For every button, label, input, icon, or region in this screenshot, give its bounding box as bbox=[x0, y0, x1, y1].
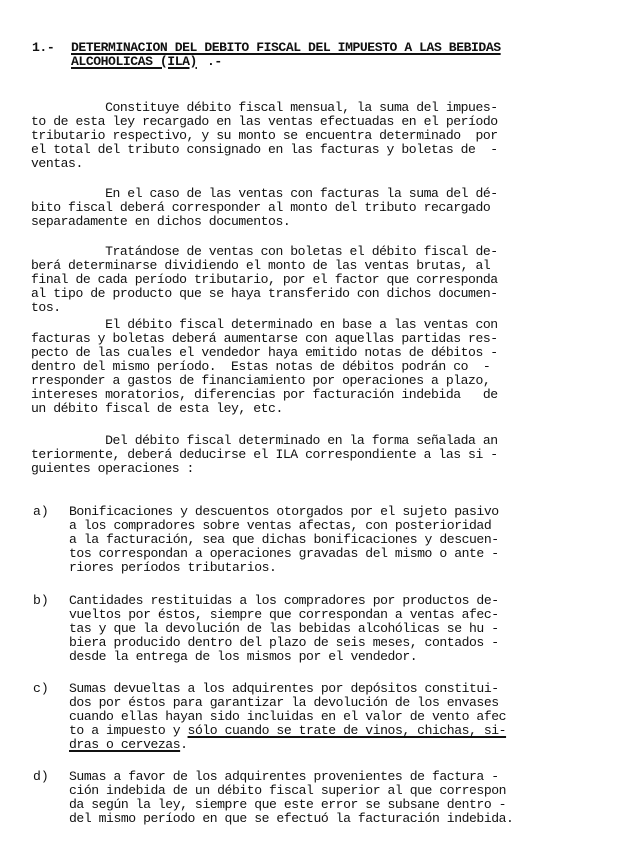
list-item-line: dos por éstos para garantizar la devolución de los envases bbox=[69, 695, 499, 710]
list-marker: d) bbox=[33, 769, 49, 784]
heading-number: 1.- bbox=[32, 40, 55, 55]
heading-line-2: ALCOHOLICAS (ILA) bbox=[71, 54, 197, 69]
list-item-line: biera producido dentro del plazo de seis meses, contados - bbox=[69, 635, 499, 650]
paragraph-line: el total del tributo consignado en las facturas y boletas de - bbox=[31, 142, 498, 157]
paragraph-line: Constituye débito fiscal mensual, la suma del impues- bbox=[31, 100, 498, 115]
paragraph-line: tos. bbox=[31, 300, 61, 315]
paragraph-line: berá determinarse dividiendo el monto de las ventas brutas, al bbox=[31, 258, 491, 273]
paragraph-line: guientes operaciones : bbox=[31, 461, 194, 476]
paragraph-line: separadamente en dichos documentos. bbox=[31, 214, 291, 229]
paragraph-line: Tratándose de ventas con boletas el débito fiscal de- bbox=[31, 244, 498, 259]
paragraph-line: to de esta ley recargado en las ventas efectuadas en el período bbox=[31, 114, 498, 129]
paragraph-line: pecto de las cuales el vendedor haya emitido notas de débitos - bbox=[31, 345, 498, 360]
paragraph-line: facturas y boletas deberá aumentarse con aquellas partidas res- bbox=[31, 331, 498, 346]
paragraph-line: ventas. bbox=[31, 156, 83, 171]
paragraph-line: El débito fiscal determinado en base a las ventas con bbox=[31, 317, 498, 332]
list-item-line: Bonificaciones y descuentos otorgados por el sujeto pasivo bbox=[69, 504, 499, 519]
paragraph-line: teriormente, deberá deducirse el ILA correspondiente a las si - bbox=[31, 447, 498, 462]
list-item-line: da según la ley, siempre que este error se subsane dentro - bbox=[69, 797, 507, 812]
list-item-line: a los compradores sobre ventas afectas, con posterioridad bbox=[69, 518, 492, 533]
list-item-line: tas y que la devolución de las bebidas alcohólicas se hu - bbox=[69, 621, 499, 636]
paragraph-line: En el caso de las ventas con facturas la suma del dé- bbox=[31, 186, 498, 201]
list-item-line: a la facturación, sea que dichas bonificaciones y descuen- bbox=[69, 532, 499, 547]
underlined-text: dras o cervezas bbox=[69, 737, 181, 752]
paragraph-line: intereses moratorios, diferencias por facturación indebida de bbox=[31, 387, 498, 402]
list-item-line: riores períodos tributarios. bbox=[69, 560, 277, 575]
list-item-line: ción indebida de un débito fiscal superior al que correspon bbox=[69, 783, 507, 798]
heading-line-1: DETERMINACION DEL DEBITO FISCAL DEL IMPUESTO A LAS BEBIDAS bbox=[71, 40, 501, 55]
list-item-line bbox=[69, 738, 188, 752]
list-item-line: vueltos por éstos, siempre que correspondan a ventas afec- bbox=[69, 607, 499, 622]
paragraph-line: Del débito fiscal determinado en la forma señalada an bbox=[31, 433, 498, 448]
underlined-text: sólo cuando se trate de vinos, chichas, si- bbox=[187, 723, 507, 738]
paragraph-line: final de cada período tributario, por el factor que corresponda bbox=[31, 272, 498, 287]
list-item-line: Sumas a favor de los adquirentes provenientes de factura - bbox=[69, 769, 499, 784]
list-item-line: desde la entrega de los mismos por el vendedor. bbox=[69, 649, 418, 664]
list-marker: a) bbox=[33, 504, 49, 519]
paragraph-line: tributario respectivo, y su monto se encuentra determinado por bbox=[31, 128, 498, 143]
list-item-line: Sumas devueltas a los adquirentes por depósitos constitui- bbox=[69, 681, 499, 696]
paragraph-line: un débito fiscal de esta ley, etc. bbox=[31, 401, 283, 416]
list-item-end: . bbox=[180, 737, 188, 752]
paragraph-line: rresponder a gastos de financiamiento por operaciones a plazo, bbox=[31, 373, 491, 388]
list-item-line: tos correspondan a operaciones gravadas del mismo o ante - bbox=[69, 546, 499, 561]
paragraph-line: dentro del mismo período. Estas notas de débitos podrán co - bbox=[31, 359, 491, 374]
list-marker: c) bbox=[33, 681, 49, 696]
list-item-line: Cantidades restituidas a los compradores por productos de- bbox=[69, 593, 499, 608]
heading-suffix: .- bbox=[207, 54, 222, 69]
paragraph-line: bito fiscal deberá corresponder al monto del tributo recargado bbox=[31, 200, 491, 215]
list-item-line bbox=[69, 724, 506, 738]
list-item-line: cuando ellas hayan sido incluidas en el valor de vento afec bbox=[69, 709, 507, 724]
list-item-text: to a impuesto y bbox=[69, 723, 188, 738]
list-marker: b) bbox=[33, 593, 49, 608]
paragraph-line: al tipo de producto que se haya transferido con dichos documen- bbox=[31, 286, 498, 301]
list-item-line: del mismo período en que se efectuó la facturación indebida. bbox=[69, 811, 514, 826]
